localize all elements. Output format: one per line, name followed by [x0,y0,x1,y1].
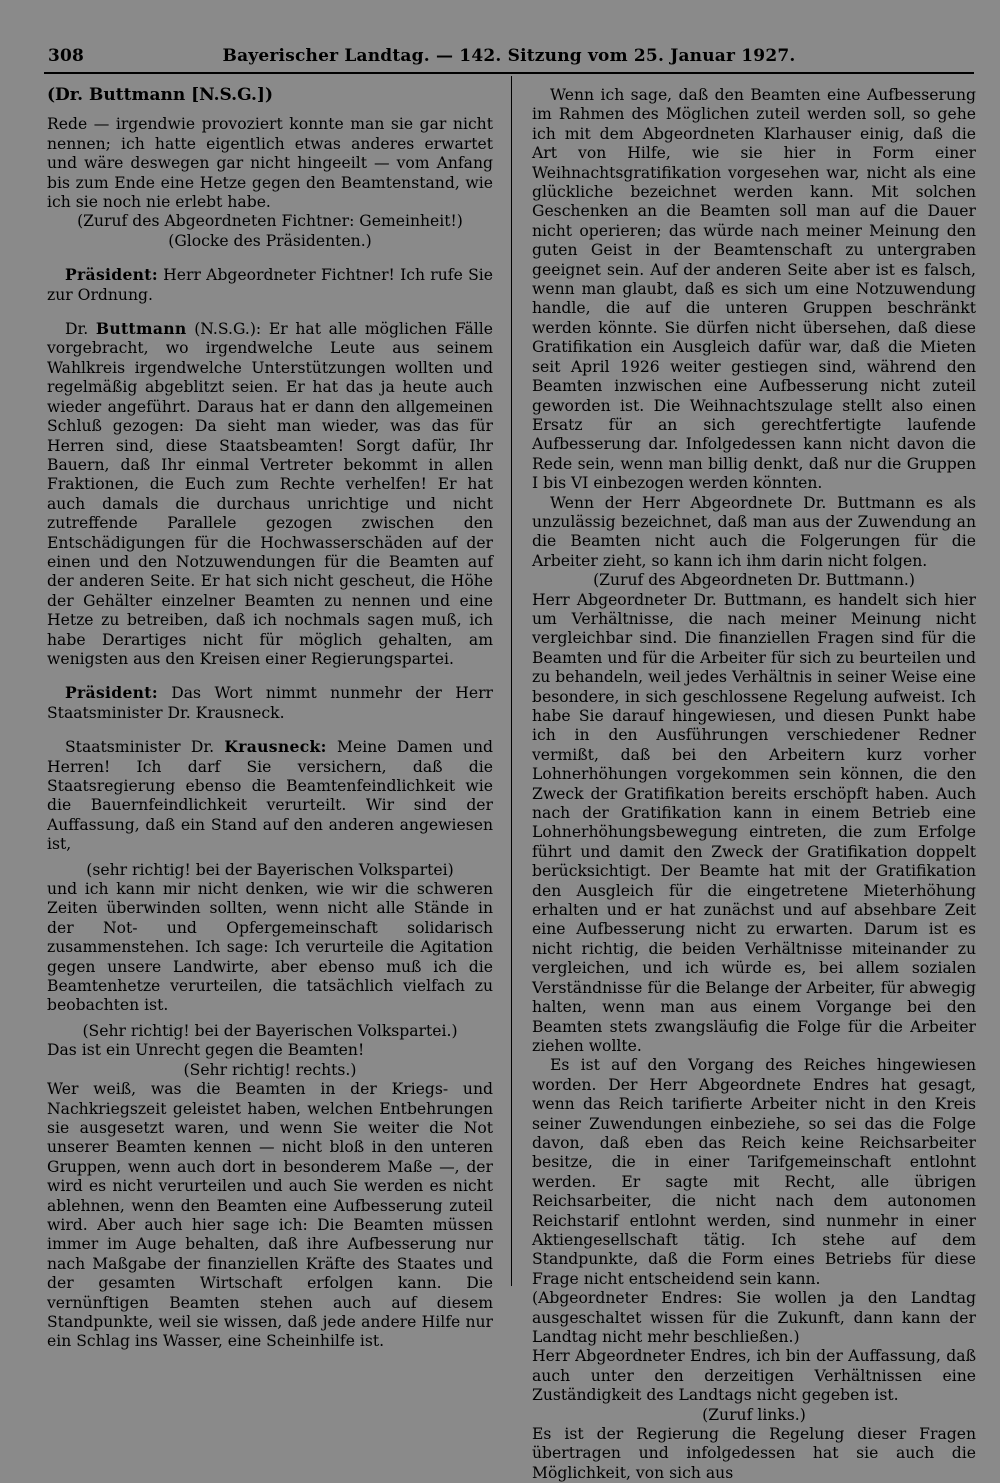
paragraph: Es ist auf den Vorgang des Reiches hingewiesen worden. Der Herr Abgeordnete Endres hat gesagt, wenn das Reich tarifierte Arbeiter nicht in den Kreis seiner Zuwendungen einbeziehe, so sei das die Folge davon, daß eben das Reich keine Reichsarbeiter besitze, die in einer Tarifgemeinschaft entlohnt werden. Er sagte mit Recht, alle übrigen Reichsarbeiter, die nicht nach dem autonomen Reichstarif entlohnt werden, sind nunmehr in einer Aktiengesellschaft tätig. Ich stehe auf dem Standpunkte, daß die Form eines Betriebs für diese Frage nicht entscheidend sein kann. [532,1056,976,1288]
interjection: (Sehr richtig! bei der Bayerischen Volkspartei.) [82,1021,458,1040]
interjection: (sehr richtig! bei der Bayerischen Volkspartei) [86,860,454,879]
interjection: (Zuruf links.) [702,1405,806,1424]
speaker-name: Präsident: [65,265,158,285]
continued-speaker-heading: (Dr. Buttmann [N.S.G.]) [47,85,274,105]
speaker-prefix: Dr. [65,320,96,339]
page-header [44,42,974,70]
left-column [47,86,493,1352]
paragraph [47,319,493,669]
speech-text: Das Wort nimmt nunmehr der Herr Staatsminister Dr. Krausneck. [47,684,493,722]
paragraph: Es ist der Regierung die Regelung dieser Fragen übertragen und infolgedessen hat sie auch die Möglichkeit, von sich aus [532,1425,976,1482]
paragraph: Das ist ein Unrecht gegen die Beamten! [47,1041,365,1060]
speaker-name: Buttmann [95,319,187,339]
speaker-name: Präsident: [65,683,158,703]
speech-text: (N.S.G.): Er hat alle möglichen Fälle vorgebracht, wo irgendwelche Leute aus seinem Wahlkreis irgendwelche Unterstützungen wollten und regelmäßig abgeblitzt seien. Er hat das ja heute auch wieder angeführt. Daraus hat er dann den allgemeinen Schluß gezogen: Da sieht man wieder, was das für Herren sind, diese Staatsbeamten! Sorgt dafür, Ihr Bauern, daß Ihr einmal Vertreter bekommt in allen Fraktionen, die Euch zum Rechte verhelfen! Er hat auch damals die durchaus unrichtige und nicht zutreffende Parallele gezogen zwischen den Entschädigungen für die Hochwasserschäden auf der einen und den Notzuwendungen für die Beamten auf der anderen Seite. Er hat sich nicht gescheut, die Höhe der Gehälter einzelner Beamten zu nennen und eine Hetze zu betreiben, daß ich nochmals sagen muß, ich habe Derartiges nicht für möglich gehalten, am wenigsten aus den Kreisen einer Regierungspartei. [47,320,493,668]
speaker-name: Krausneck: [224,737,327,757]
interjection: (Zuruf des Abgeordneten Fichtner: Gemeinheit!) [77,212,463,231]
speech-text: Herr Abgeordneter Fichtner! Ich rufe Sie zur Ordnung. [47,266,493,304]
paragraph [47,737,493,854]
interjection: (Glocke des Präsidenten.) [168,231,372,250]
header-rule [44,72,974,74]
paragraph [47,683,493,723]
speaker-prefix: Staatsminister Dr. [65,738,225,757]
column-divider [511,76,512,1286]
interjection: (Sehr richtig! rechts.) [183,1060,357,1079]
right-column [532,86,976,1483]
interjection: (Abgeordneter Endres: Sie wollen ja den Landtag ausgeschaltet wissen für die Zukunft, dann kann der Landtag nicht mehr beschließen.) [532,1289,976,1346]
running-title: Bayerischer Landtag. — 142. Sitzung vom 25. Januar 1927. [222,46,796,66]
paragraph: und ich kann mir nicht denken, wie wir die schweren Zeiten überwinden sollten, wenn nicht alle Stände in der Not- und Opfergemeinschaft solidarisch zusammenstehen. Ich sage: Ich verurteile die Agitation gegen unsere Landwirte, aber ebenso muß ich die Beamtenhetze verurteilen, die tatsächlich vielfach zu beobachten ist. [47,880,493,1015]
paragraph [47,265,493,305]
paragraph: Wer weiß, was die Beamten in der Kriegs- und Nachkriegszeit geleistet haben, welchen Entbehrungen sie ausgesetzt waren, und wenn Sie weiter die Not unserer Beamten kennen — nicht bloß in den unteren Gruppen, wenn auch dort in besonderem Maße —, der wird es nicht verurteilen und auch Sie werden es nicht ablehnen, wenn den Beamten eine Aufbesserung zuteil wird. Aber auch hier sage ich: Die Beamten müssen immer im Auge behalten, daß ihre Aufbesserung nur nach Maßgabe der finanziellen Kräfte des Staates und der gesamten Wirtschaft erfolgen kann. Die vernünftigen Beamten stehen auch auf diesem Standpunkte, weil sie wissen, daß jede andere Hilfe nur ein Schlag ins Wasser, eine Scheinhilfe ist. [47,1080,493,1351]
paragraph: Herr Abgeordneter Endres, ich bin der Auffassung, daß auch unter den derzeitigen Verhältnissen eine Zuständigkeit des Landtags nicht gegeben ist. [532,1347,976,1405]
paragraph: Wenn der Herr Abgeordnete Dr. Buttmann es als unzulässig bezeichnet, daß man aus der Zuwendung an die Beamten nicht auch die Folgerungen für die Arbeiter zieht, so kann ich ihm darin nicht folgen. [532,493,976,570]
paragraph: Rede — irgendwie provoziert konnte man sie gar nicht nennen; ich hatte eigentlich etwas anderes erwartet und wäre deswegen gar nicht hingeeilt — vom Anfang bis zum Ende eine Hetze gegen den Beamtenstand, wie ich sie noch nie erlebt habe. [47,115,493,212]
page-number: 308 [48,46,85,66]
paragraph: Wenn ich sage, daß den Beamten eine Aufbesserung im Rahmen des Möglichen zuteil werden soll, so gehe ich mit dem Abgeordneten Klarhauser einig, daß die Art von Hilfe, wie sie hier in Form einer Weihnachtsgratifikation vorgesehen war, nicht als eine glückliche bezeichnet werden kann. Mit solchen Geschenken an die Beamten soll man auf die Dauer nicht operieren; das würde nach meiner Meinung den guten Geist in der Beamtenschaft zu untergraben geeignet sein. Auf der anderen Seite aber ist es falsch, wenn man glaubt, daß es sich um eine Notzuwendung handle, die auf die unteren Gruppen beschränkt werden könnte. Sie dürfen nicht übersehen, daß diese Gratifikation ein Ausgleich dafür war, daß die Mieten seit April 1926 weiter gestiegen sind, während den Beamten inzwischen eine Aufbesserung nicht zuteil geworden ist. Die Weihnachtszulage stellt also einen Ersatz für an sich gerechtfertigte laufende Aufbesserung dar. Infolgedessen kann nicht davon die Rede sein, wenn man billig denkt, daß nur die Gruppen I bis VI einbezogen werden könnten. [532,86,976,493]
paragraph: Herr Abgeordneter Dr. Buttmann, es handelt sich hier um Verhältnisse, die nach meiner Meinung nicht vergleichbar sind. Die finanziellen Fragen sind für die Beamten und für die Arbeiter für sich zu beurteilen und zu behandeln, weil jedes Verhältnis in seiner Weise eine besondere, in sich geschlossene Regelung aufweist. Ich habe Sie darauf hingewiesen, und diesen Punkt habe ich in den Ausführungen verschiedener Redner vermißt, daß bei den Arbeitern kurz vorher Lohnerhöhungen vorgekommen sein können, die den Zweck der Gratifikation bereits erschöpft haben. Auch nach der Gratifikation kann in einem Betrieb eine Lohnerhöhungsbewegung eintreten, die zum Erfolge führt und damit den Zweck der Gratifikation doppelt berücksichtigt. Der Beamte hat mit der Gratifikation den Ausgleich für die eingetretene Mieterhöhung erhalten und er hat zunächst und auf absehbare Zeit eine Aufbesserung nicht zu erwarten. Darum ist es nicht richtig, die beiden Verhältnisse miteinander zu vergleichen, und ich würde es, bei allem sozialen Verständnisse für die Belange der Arbeiter, für abwegig halten, wenn man aus einem Vorgange bei den Beamten stets zwangsläufig die Folge für die Arbeiter ziehen wollte. [532,590,976,1055]
speech-text: Meine Damen und Herren! Ich darf Sie versichern, daß die Staatsregierung ebenso die Beamtenfeindlichkeit wie die Bauernfeindlichkeit verurteilt. Wir sind der Auffassung, daß ein Stand auf den anderen angewiesen ist, [47,738,494,854]
interjection: (Zuruf des Abgeordneten Dr. Buttmann.) [593,571,915,590]
